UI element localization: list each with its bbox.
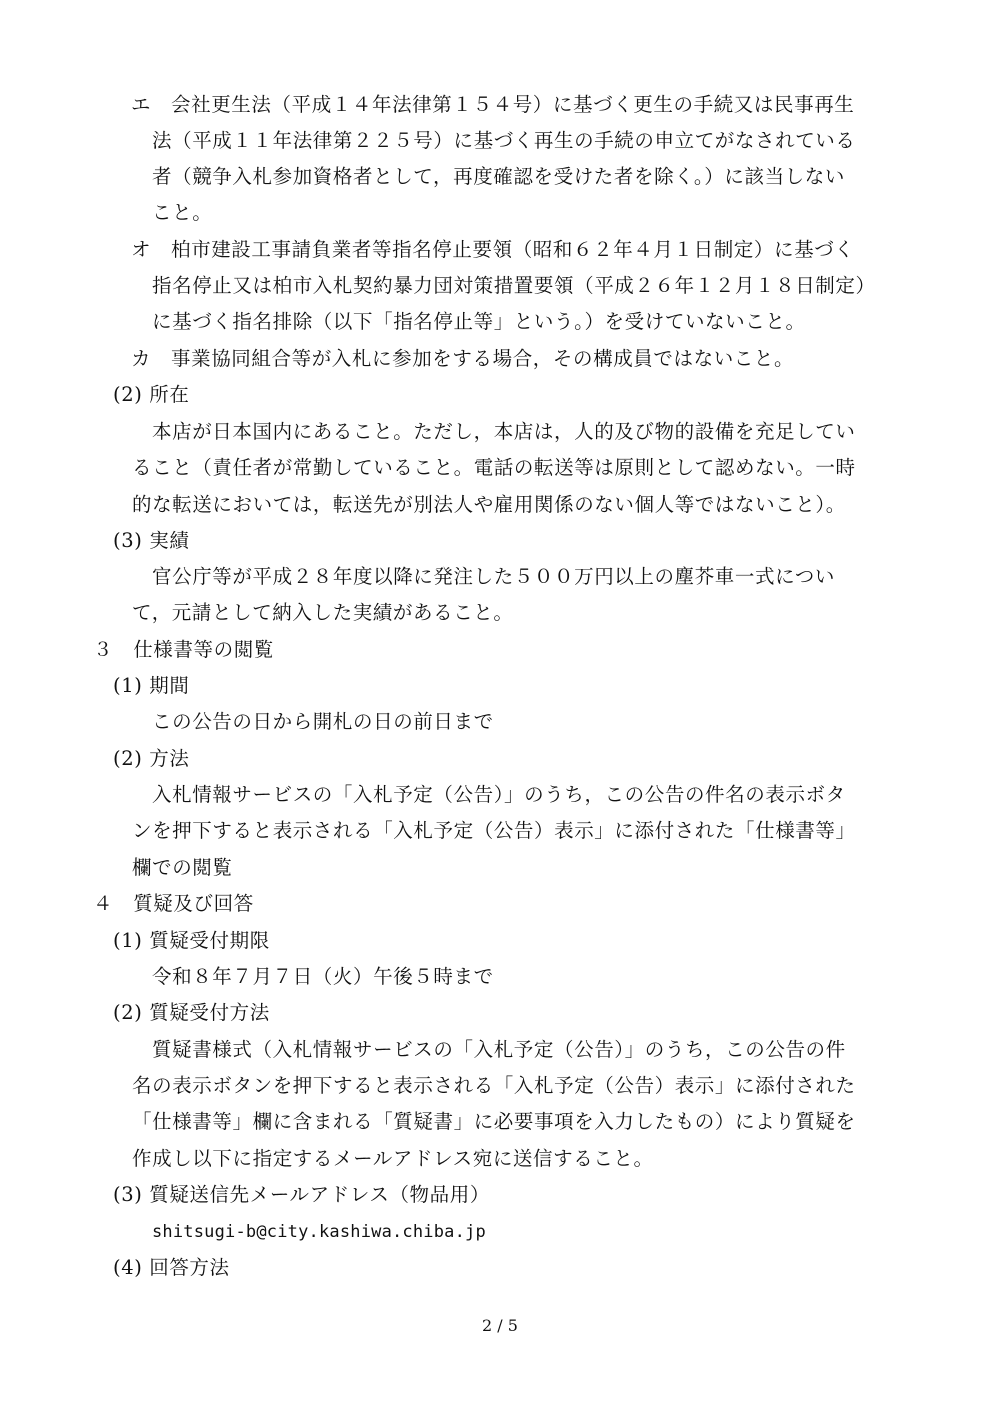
section-4-1-line-1: 令和８年７月７日（火）午後５時まで — [152, 965, 494, 988]
inquiry-email-address: shitsugi-b@city.kashiwa.chiba.jp — [152, 1222, 486, 1242]
section-4-2-heading: (2) 質疑受付方法 — [113, 1001, 270, 1024]
section-4-2-line-3: 「仕様書等」欄に含まれる「質疑書」に必要事項を入力したもの）により質疑を — [132, 1110, 856, 1133]
item-e-label: エ — [131, 93, 152, 116]
section-2-2-line-1: 本店が日本国内にあること。ただし，本店は，人的及び物的設備を充足してい — [152, 420, 856, 443]
section-3-2-line-3: 欄での閲覧 — [132, 856, 233, 879]
section-3-2-line-2: ンを押下すると表示される「入札予定（公告）表示」に添付された「仕様書等」 — [132, 819, 856, 842]
item-e-line-4: こと。 — [152, 201, 213, 224]
item-o-line-1: 柏市建設工事請負業者等指名停止要領（昭和６２年４月１日制定）に基づく — [171, 238, 855, 261]
section-3-2-heading: (2) 方法 — [113, 747, 190, 770]
section-2-2-line-2: ること（責任者が常勤していること。電話の転送等は原則として認めない。一時 — [132, 456, 856, 479]
section-2-2-heading: (2) 所在 — [113, 383, 190, 406]
section-4-heading: ４ 質疑及び回答 — [93, 892, 254, 915]
item-o-line-3: に基づく指名排除（以下「指名停止等」という。）を受けていないこと。 — [152, 310, 806, 333]
section-4-4-heading: (4) 回答方法 — [113, 1256, 230, 1279]
section-2-3-line-2: て，元請として納入した実績があること。 — [132, 601, 514, 624]
item-o-label: オ — [131, 238, 152, 261]
section-4-1-heading: (1) 質疑受付期限 — [113, 929, 270, 952]
item-e-line-2: 法（平成１１年法律第２２５号）に基づく再生の手続の申立てがなされている — [152, 129, 856, 152]
item-o-line-2: 指名停止又は柏市入札契約暴力団対策措置要領（平成２６年１２月１８日制定） — [152, 274, 876, 297]
page-number: 2 / 5 — [482, 1316, 518, 1335]
section-3-2-line-1: 入札情報サービスの「入札予定（公告）」のうち，この公告の件名の表示ボタ — [152, 783, 846, 806]
item-e-line-3: 者（競争入札参加資格者として，再度確認を受けた者を除く。）に該当しない — [152, 165, 845, 188]
section-4-3-heading: (3) 質疑送信先メールアドレス（物品用） — [113, 1183, 490, 1206]
section-3-1-line-1: この公告の日から開札の日の前日まで — [152, 710, 494, 733]
item-ka-line-1: 事業協同組合等が入札に参加をする場合，その構成員ではないこと。 — [171, 347, 795, 370]
section-4-2-line-4: 作成し以下に指定するメールアドレス宛に送信すること。 — [132, 1147, 654, 1170]
item-e-line-1: 会社更生法（平成１４年法律第１５４号）に基づく更生の手続又は民事再生 — [171, 93, 855, 116]
section-4-2-line-1: 質疑書様式（入札情報サービスの「入札予定（公告）」のうち，この公告の件 — [152, 1038, 846, 1061]
section-3-1-heading: (1) 期間 — [113, 674, 190, 697]
section-3-heading: ３ 仕様書等の閲覧 — [93, 638, 274, 661]
section-2-3-heading: (3) 実績 — [113, 529, 190, 552]
section-4-2-line-2: 名の表示ボタンを押下すると表示される「入札予定（公告）表示」に添付された — [132, 1074, 856, 1097]
item-ka-label: カ — [131, 347, 152, 370]
section-2-2-line-3: 的な転送においては，転送先が別法人や雇用関係のない個人等ではないこと）。 — [132, 493, 846, 516]
section-2-3-line-1: 官公庁等が平成２８年度以降に発注した５００万円以上の塵芥車一式につい — [152, 565, 836, 588]
